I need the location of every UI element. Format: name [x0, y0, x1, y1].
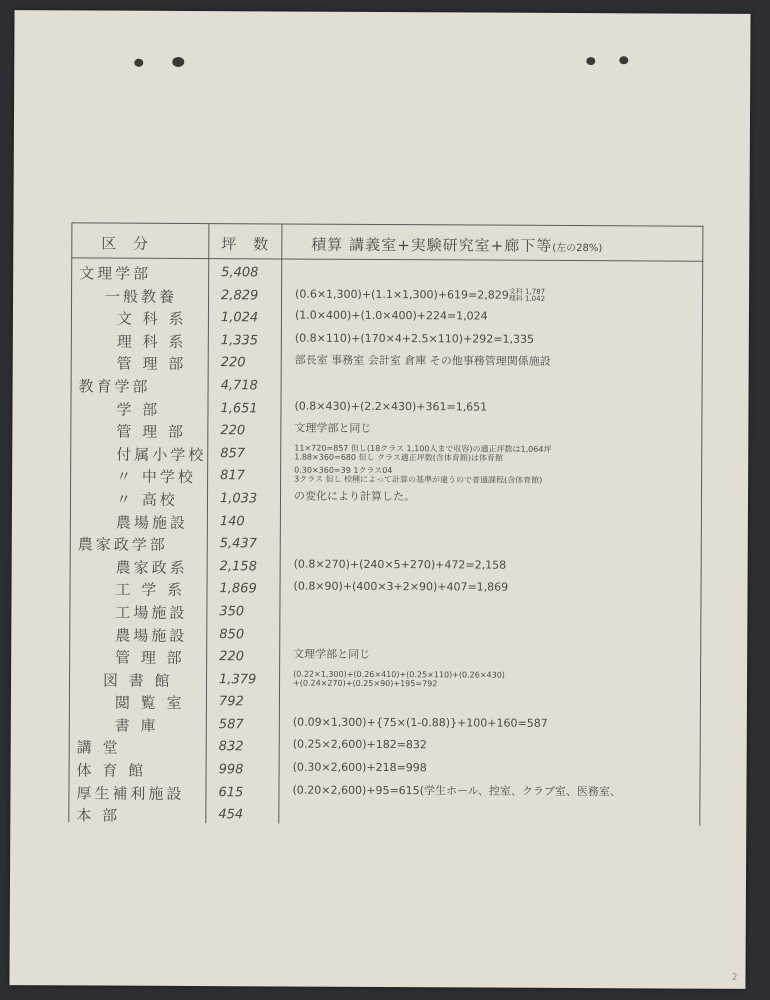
row-area: 1,033 [219, 491, 258, 507]
table-row [70, 441, 702, 467]
calculation-text: (0.25×2,600)+182=832 [292, 738, 427, 752]
table-row [69, 644, 701, 670]
table-row [70, 554, 702, 580]
row-calculation [294, 558, 694, 572]
row-division: 文理学部 [79, 264, 152, 283]
row-calculation [295, 287, 695, 303]
header-area: 坪 数 [221, 235, 275, 254]
calculation-line [294, 490, 694, 504]
calculation-line [294, 558, 694, 572]
row-area: 817 [220, 468, 245, 484]
calculation-line [294, 400, 694, 414]
row-calculation [293, 739, 693, 753]
table-row [68, 780, 700, 806]
calculation-text: (0.20×2,600)+95=615(学生ホール、控室、クラブ室、医務室、 [292, 783, 621, 798]
calculation-text: 文理学部と同じ [293, 647, 371, 662]
row-calculation [294, 490, 694, 504]
row-division: 農家政学部 [77, 535, 168, 555]
calculation-line [294, 423, 694, 437]
row-calculation [295, 355, 695, 369]
calculation-line [295, 287, 695, 303]
row-area: 220 [220, 355, 246, 371]
calculation-text: の変化により計算した。 [293, 489, 416, 504]
row-area: 220 [219, 649, 245, 665]
row-division: 教育学部 [78, 377, 151, 396]
table-row [71, 328, 703, 354]
row-area: 857 [220, 445, 246, 462]
calculation-text: 0.30×360=39 1クラス04 [294, 465, 393, 476]
calculation-line [294, 581, 694, 595]
table-row [69, 757, 701, 783]
row-calculation [294, 443, 694, 463]
row-calculation [292, 784, 692, 798]
row-division: 本 部 [76, 806, 121, 825]
header-division: 区 分 [101, 234, 155, 253]
row-area: 1,869 [219, 581, 257, 597]
row-area: 792 [218, 694, 244, 710]
table-row [69, 622, 701, 648]
calculation-line: 1.88×360=680 但し クラス適正坪数(含体育館)は体育館 [294, 452, 504, 463]
row-area: 5,437 [219, 536, 258, 552]
calculation-line [292, 784, 692, 798]
table-row [69, 735, 701, 761]
document-sheet [9, 10, 750, 989]
row-division: 管 理 部 [116, 422, 186, 442]
table-row [68, 803, 700, 829]
table-row [69, 690, 701, 716]
row-division: 管 理 部 [116, 354, 187, 374]
row-division: 閲 覧 室 [114, 693, 185, 713]
header-calculation [311, 234, 602, 257]
row-calculation [294, 400, 694, 414]
calculation-text: (0.6×1,300)+(1.1×1,300)+619=2,829 [295, 287, 509, 302]
row-division: 〃 中学校 [116, 467, 196, 487]
calculation-text: (0.09×1,300)+{75×(1-0.88)}+100+160=587 [292, 715, 548, 730]
row-area: 832 [218, 739, 244, 755]
row-area: 454 [218, 807, 244, 823]
row-division: 工 学 系 [115, 580, 186, 600]
row-area: 140 [219, 513, 245, 529]
row-area: 1,379 [219, 671, 257, 688]
row-area: 4,718 [220, 378, 258, 394]
row-calculation [294, 466, 694, 486]
row-calculation [295, 310, 695, 324]
calculation-text: 文理学部と同じ [294, 421, 372, 436]
calculation-text: 11×720=857 但し(18クラス 1,100人まで収容)の適正坪数は1,064坪 [294, 443, 552, 454]
row-area: 2,158 [219, 558, 257, 575]
punch-hole [586, 57, 595, 65]
row-division: 農家政系 [115, 558, 188, 577]
header-calculation-label: 積算 講義室+実験研究室+廊下等 [311, 235, 553, 255]
row-area: 1,024 [220, 310, 259, 326]
calculation-text: (0.8×270)+(240×5+270)+472=2,158 [293, 557, 507, 572]
calculation-text: (0.22×1,300)+(0.26×410)+(0.25×110)+(0.26×430) [293, 669, 505, 680]
table-row [70, 396, 702, 422]
row-division: 学 部 [116, 400, 161, 419]
row-division: 講 堂 [76, 738, 121, 758]
table-row [70, 419, 702, 445]
row-area: 1,335 [220, 332, 259, 349]
calculation-line [293, 739, 693, 753]
row-division: 書 庫 [114, 716, 159, 735]
row-division: 付属小学校 [116, 445, 207, 464]
row-area: 850 [219, 626, 245, 642]
row-calculation [293, 716, 693, 730]
page-number: 2 [731, 972, 738, 983]
table-row [69, 599, 701, 625]
row-calculation [294, 423, 694, 437]
header-calculation-note: (左の28%) [552, 242, 603, 255]
row-calculation [293, 649, 693, 663]
row-calculation [295, 332, 695, 346]
row-division: 図 書 館 [103, 671, 173, 690]
row-area: 350 [219, 604, 245, 620]
calculation-line: +(0.24×270)+(0.25×90)+195=792 [293, 678, 438, 688]
table-row [71, 260, 703, 286]
calculation-line [293, 649, 693, 663]
row-division: 工場施設 [115, 603, 188, 622]
calculation-text: (0.8×90)+(400×3+2×90)+407=1,869 [293, 579, 509, 594]
row-area: 1,651 [220, 400, 258, 416]
area-table [68, 222, 703, 825]
calculation-text: (0.8×110)+(170×4+2.5×110)+292=1,335 [294, 331, 535, 346]
row-area: 587 [218, 717, 244, 733]
calculation-text: 部長室 事務室 会計室 倉庫 その他事務管理関係施設 [294, 353, 551, 369]
row-division: 理 科 系 [116, 332, 187, 351]
calculation-note-line: 理科 1,042 [508, 294, 546, 303]
calculation-text: (0.30×2,600)+218=998 [292, 760, 427, 775]
row-division: 一般教養 [105, 287, 178, 306]
row-area: 615 [218, 784, 244, 800]
punch-hole [172, 57, 184, 67]
table-row [70, 532, 702, 558]
calculation-line: 3クラス 但し 校種によって計算の基準が違うので普通課程(含体育館) [294, 474, 543, 486]
calculation-line [295, 355, 695, 369]
calculation-note-line: 文科 1,787 [508, 287, 546, 296]
row-calculation [293, 762, 693, 776]
calculation-line [293, 762, 693, 776]
table-body [68, 260, 703, 828]
row-division: 農場施設 [115, 626, 188, 645]
table-row [71, 283, 703, 309]
row-division: 厚生補利施設 [76, 784, 185, 803]
table-row [71, 351, 703, 377]
row-division: 管 理 部 [115, 648, 185, 668]
table-row [70, 509, 702, 535]
row-area: 2,829 [221, 287, 259, 303]
calculation-line [295, 332, 695, 346]
calculation-line [295, 310, 695, 324]
calculation-text: (0.8×430)+(2.2×430)+361=1,651 [294, 399, 488, 414]
table-row [69, 667, 701, 693]
calculation-note [509, 288, 545, 302]
table-row [71, 306, 703, 332]
row-division: 〃 高校 [115, 490, 178, 509]
row-division: 文 科 系 [116, 309, 187, 329]
calculation-text: (1.0×400)+(1.0×400)+224=1,024 [294, 308, 488, 323]
row-area: 998 [218, 762, 244, 778]
row-division: 農場施設 [115, 513, 188, 532]
table-row [70, 464, 702, 490]
table-row [71, 373, 703, 399]
table-top-rule [71, 222, 703, 226]
row-area: 220 [220, 423, 246, 439]
punch-hole [619, 56, 628, 64]
row-calculation [293, 669, 693, 689]
calculation-line [293, 716, 693, 730]
punch-hole [134, 59, 143, 67]
row-calculation [294, 581, 694, 595]
table-row [69, 577, 701, 603]
row-area: 5,408 [221, 265, 259, 281]
table-row [69, 712, 701, 738]
table-row [70, 486, 702, 512]
row-division: 体 育 館 [76, 761, 147, 780]
